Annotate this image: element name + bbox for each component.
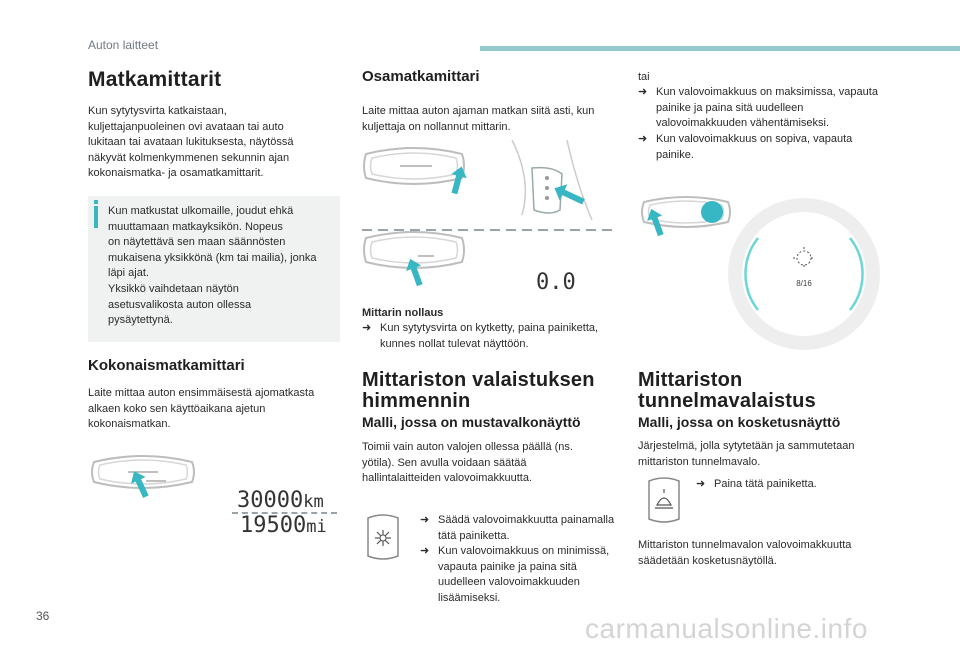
col3-bullet-2: ➜ Kun valovoimakkuus on sopiva, vapauta painike. — [638, 133, 853, 161]
dial-label: 8/16 — [796, 279, 812, 288]
bw-model-text: Toimii vain auton valojen ollessa päällä (ns. yötila). Sen avulla voidaan säätää hallintalaitteiden valovoimakkuutta. — [362, 441, 573, 485]
touch-footer-text: Mittariston tunnelmavalon valovoimakkuutta säädetään kosketusnäytöllä. — [638, 539, 852, 567]
bullet-icon: ➜ — [638, 86, 648, 98]
trip-meter-title: Osamatkamittari — [362, 68, 480, 85]
watermark: carmanualsonline.info — [585, 613, 868, 644]
arrow-icon — [405, 258, 425, 286]
bw-bullet-1: ➜ Säädä valovoimakkuutta painamalla tätä painiketta. — [420, 514, 615, 542]
bullet-icon: ➜ — [362, 322, 372, 334]
lighting-dimmer-title: Mittariston valaistuksen himmennin — [362, 369, 595, 412]
bullet-icon: ➜ — [638, 133, 648, 145]
total-odometer-title: Kokonaismatkamittari — [88, 357, 245, 374]
ambient-light-button-icon — [645, 475, 683, 525]
reset-bullet: ➜ Kun sytytysvirta on kytketty, paina painiketta, kunnes nollat tulevat näyttöön. — [362, 322, 599, 350]
total-odometer-text: Laite mittaa auton ensimmäisestä ajomatkasta alkaen koko sen käyttöaikana ajetun kokonaismatkan. — [88, 387, 315, 431]
matkamittarit-title: Matkamittarit — [88, 68, 222, 91]
trip-meter-intro: Laite mittaa auton ajaman matkan siitä asti, kun kuljettaja on nollannut mittarin. — [362, 105, 595, 133]
odometers-intro: Kun sytytysvirta katkaistaan, kuljettajanpuoleinen ovi avataan tai auto lukitaan tai avataan lukituksesta, näytössä näkyvät kolmenkymmenen sekunnin ajan kokonaismatka- ja osamatkamittarit. — [88, 105, 294, 180]
dimmer-button-icon — [364, 512, 402, 562]
page-number: 36 — [36, 609, 50, 623]
brightness-dial — [728, 198, 880, 350]
arrow-icon — [130, 470, 150, 498]
info-icon — [94, 200, 98, 204]
bw-model-title: Malli, jossa on mustavalkonäyttö — [362, 414, 581, 430]
arrow-icon — [646, 208, 666, 236]
ambient-lighting-title: Mittariston tunnelmavalaistus — [638, 369, 816, 412]
or-text: tai — [638, 71, 650, 83]
touch-model-text: Järjestelmä, jolla sytytetään ja sammutetaan mittariston tunnelmavalo. — [638, 440, 855, 468]
note-text: Kun matkustat ulkomaille, joudut ehkä muuttamaan matkayksikön. Nopeus on näytettävä sen maan säännösten mukaisena yksikkönä (km tai mailia), jonka läpi ajat. Yksikkö vaihdetaan näytön asetusvalikosta auton ollessa pysäytettynä. — [108, 205, 317, 327]
section-header: Auton laitteet — [88, 38, 159, 52]
touch-model-title: Malli, jossa on kosketusnäyttö — [638, 414, 841, 430]
reset-title: Mittarin nollaus — [362, 307, 444, 319]
bullet-icon: ➜ — [420, 514, 430, 526]
col3-bullet-1: ➜ Kun valovoimakkuus on maksimissa, vapauta painike ja paina sitä uudelleen valovoimakkuuden vähentämiseksi. — [638, 86, 878, 130]
arrow-icon — [553, 183, 585, 207]
bullet-icon: ➜ — [420, 545, 430, 557]
info-note — [88, 196, 340, 342]
odometer-mi: 19500mi — [240, 513, 327, 538]
odometer-km: 30000km — [237, 488, 324, 513]
trip-value: 0.0 — [536, 270, 576, 295]
arrow-icon — [448, 166, 468, 194]
header-bar — [480, 46, 960, 51]
bullet-icon: ➜ — [696, 478, 706, 490]
trip-reset-illustration — [362, 140, 617, 300]
touch-bullet: ➜ Paina tätä painiketta. — [696, 477, 876, 493]
bw-bullet-2: ➜ Kun valovoimakkuus on minimissä, vapauta painike ja paina sitä uudelleen valovoimakkuuden lisäämiseksi. — [420, 545, 610, 604]
